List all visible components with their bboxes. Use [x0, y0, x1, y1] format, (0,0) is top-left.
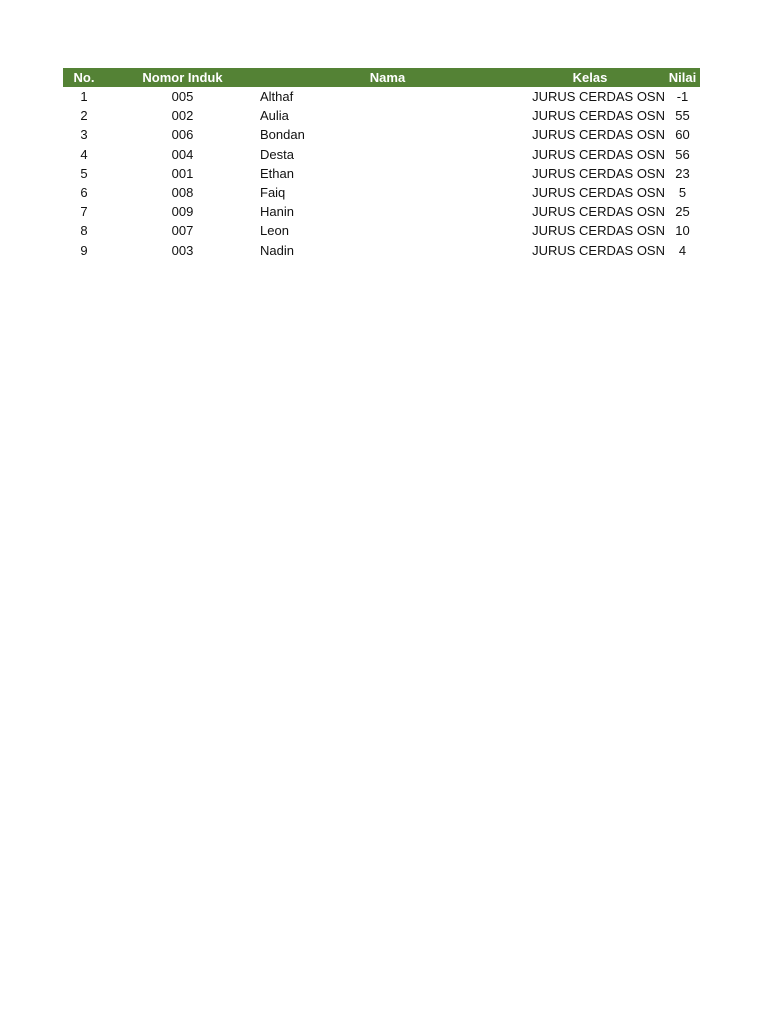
- table-row: [63, 183, 700, 202]
- header-no: No.: [73, 70, 95, 85]
- table-row: [63, 164, 700, 183]
- table-row: [63, 125, 700, 144]
- cell-nilai: -1: [676, 89, 689, 104]
- cell-nilai: 23: [675, 165, 690, 181]
- header-nama: Nama: [369, 70, 406, 85]
- cell-nama: Desta: [260, 146, 294, 162]
- cell-kelas: JURUS CERDAS OSN: [532, 242, 665, 258]
- cell-nilai: 10: [675, 223, 690, 239]
- cell-kelas: JURUS CERDAS OSN: [532, 127, 665, 143]
- cell-kelas: JURUS CERDAS OSN: [532, 146, 665, 162]
- cell-kelas: JURUS CERDAS OSN: [532, 108, 665, 124]
- cell-nama: Nadin: [260, 242, 294, 258]
- cell-nilai: 4: [678, 242, 687, 258]
- table-row: [63, 106, 700, 125]
- table-row: [63, 87, 700, 106]
- cell-nomor-induk: 009: [171, 204, 194, 220]
- cell-no: 6: [80, 185, 88, 201]
- cell-no: 7: [80, 204, 88, 220]
- cell-nama: Hanin: [260, 204, 294, 220]
- cell-no: 5: [80, 165, 88, 181]
- cell-nomor-induk: 002: [171, 108, 194, 124]
- cell-nomor-induk: 003: [171, 242, 194, 258]
- cell-nama: Aulia: [260, 108, 289, 124]
- cell-nomor-induk: 005: [171, 89, 194, 104]
- table-body: [63, 87, 700, 260]
- cell-nomor-induk: 004: [171, 146, 194, 162]
- cell-kelas: JURUS CERDAS OSN: [532, 204, 665, 220]
- cell-nama: Althaf: [260, 89, 294, 104]
- cell-nilai: 60: [675, 127, 690, 143]
- cell-nama: Bondan: [260, 127, 305, 143]
- cell-nama: Leon: [260, 223, 289, 239]
- cell-no: 2: [80, 108, 88, 124]
- cell-nilai: 56: [675, 146, 690, 162]
- student-table: [63, 68, 700, 260]
- cell-nama: Ethan: [260, 165, 294, 181]
- cell-nomor-induk: 007: [171, 223, 194, 239]
- cell-nomor-induk: 006: [171, 127, 194, 143]
- cell-nomor-induk: 008: [171, 185, 194, 201]
- table-row: [63, 145, 700, 164]
- table-row: [63, 202, 700, 221]
- cell-kelas: JURUS CERDAS OSN: [532, 185, 665, 201]
- header-nomor-induk: Nomor Induk: [142, 70, 223, 85]
- cell-nomor-induk: 001: [171, 165, 194, 181]
- cell-nilai: 55: [675, 108, 690, 124]
- cell-kelas: JURUS CERDAS OSN: [532, 223, 665, 239]
- header-nilai: Nilai: [668, 70, 697, 85]
- student-score-sheet: [63, 68, 700, 260]
- table-header-row: [63, 68, 700, 87]
- cell-no: 4: [80, 146, 88, 162]
- cell-nilai: 5: [678, 185, 687, 201]
- cell-kelas: JURUS CERDAS OSN: [532, 165, 665, 181]
- cell-no: 9: [80, 242, 88, 258]
- cell-kelas: JURUS CERDAS OSN: [532, 89, 665, 104]
- cell-no: 3: [80, 127, 88, 143]
- cell-no: 8: [80, 223, 88, 239]
- table-row: [63, 221, 700, 240]
- cell-nilai: 25: [675, 204, 690, 220]
- cell-nama: Faiq: [260, 185, 286, 201]
- header-kelas: Kelas: [572, 70, 608, 85]
- cell-no: 1: [80, 89, 88, 104]
- table-row: [63, 241, 700, 260]
